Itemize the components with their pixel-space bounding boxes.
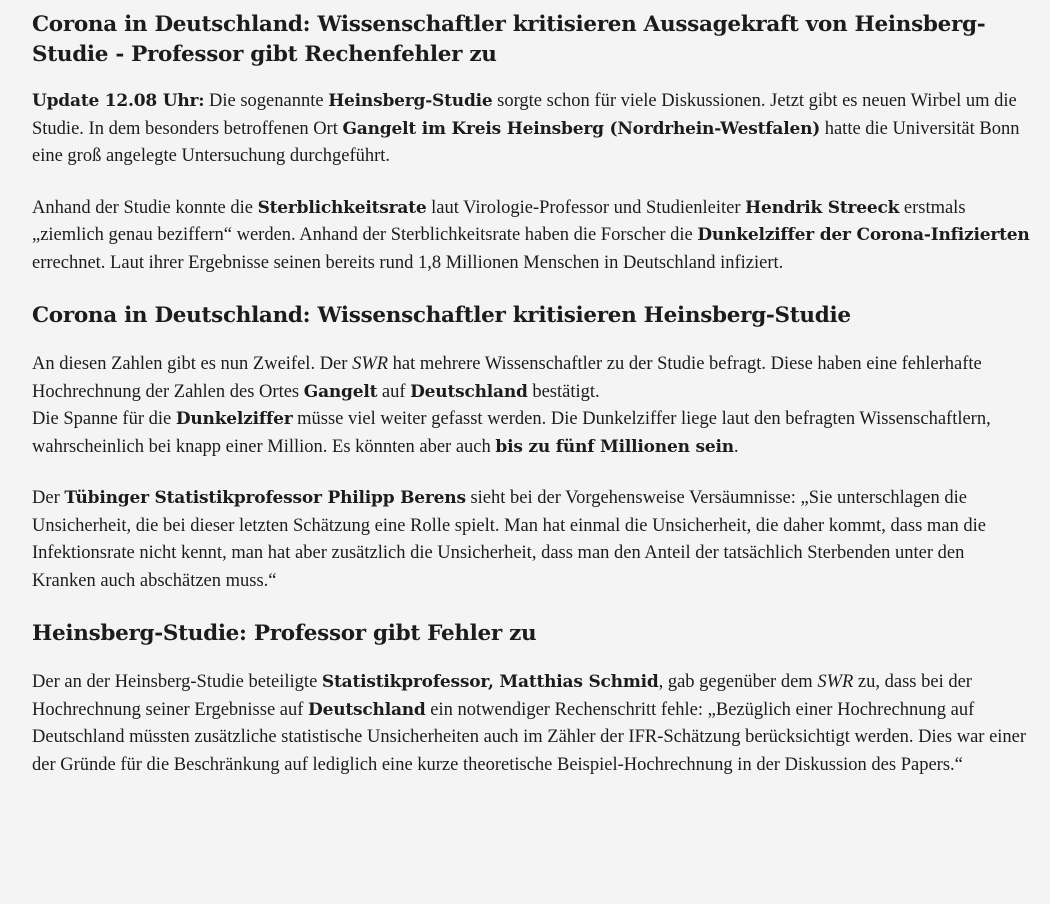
- article-title: Corona in Deutschland: Wissenschaftler kritisieren Aussagekraft von Heinsberg-Studie - Professor gibt Rechenfehler zu: [32, 12, 986, 67]
- section-heading-fehler: Heinsberg-Studie: Professor gibt Fehler zu: [32, 621, 537, 646]
- text: laut Virologie-Professor und Studienleiter: [426, 197, 746, 218]
- text: auf: [377, 381, 411, 402]
- text: bestätigt.: [527, 381, 600, 402]
- italic-text: SWR: [817, 672, 854, 692]
- text: hat mehrere Wissenschaftler zu der Studie befragt. Diese haben eine fehlerhafte Hochrechnung der Zahlen des Ortes: [32, 354, 982, 402]
- bold-text: Heinsberg-Studie: [328, 91, 493, 111]
- italic-text: SWR: [352, 354, 389, 374]
- bold-text: Dunkelziffer: [175, 409, 293, 429]
- bold-text: bis zu fünf Millionen sein: [495, 436, 734, 457]
- text: hatte die Universität Bonn eine groß angelegte Untersuchung durchgeführt.: [32, 118, 1020, 166]
- bold-text: Hendrik Streeck: [745, 197, 900, 218]
- bold-text: Gangelt im Kreis Heinsberg (Nordrhein-Westfalen): [342, 118, 821, 139]
- text: An diesen Zahlen gibt es nun Zweifel. Der: [32, 354, 353, 374]
- bold-text: Gangelt: [303, 381, 378, 402]
- section-heading-kritik: Corona in Deutschland: Wissenschaftler kritisieren Heinsberg-Studie: [32, 303, 851, 328]
- text: zu, dass bei der Hochrechnung seiner Ergebnisse auf: [32, 672, 972, 720]
- text: Der an der Heinsberg-Studie beteiligte: [32, 672, 322, 692]
- paragraph-zweifel: [32, 351, 1032, 461]
- paragraph-berens: [32, 485, 1032, 595]
- bold-text: Deutschland: [410, 381, 528, 402]
- text: .: [733, 436, 739, 457]
- text: sieht bei der Vorgehensweise Versäumnisse: „Sie unterschlagen die Unsicherheit, die bei dieser letzten Schätzung eine Rolle spielt. Man hat einmal die Unsicherheit, die daher kommt, dass man die Infektionsrate nicht kennt, man hat aber zusätzlich die Unsicherheit, dass man den Anteil der tatsächlich Sterbenden unter den Kranken auch abschätzen muss.“: [32, 488, 987, 591]
- paragraph-sterblichkeitsrate: [32, 195, 1032, 278]
- update-label: Update 12.08 Uhr:: [32, 91, 205, 111]
- bold-text: Sterblichkeitsrate: [257, 197, 427, 218]
- text: ein notwendiger Rechenschritt fehle: „Bezüglich einer Hochrechnung auf Deutschland müssten zusätzliche statistische Unsicherheiten auch im Zähler der IFR-Schätzung berücksichtigt werden. Dies war einer der Gründe für die Beschränkung auf lediglich eine kurze theoretische Beispiel-Hochrechnung in der Diskussion des Papers.“: [32, 699, 1027, 775]
- text: müsse viel weiter gefasst werden. Die Dunkelziffer liege laut den befragten Wissenschaftlern, wahrscheinlich bei knapp einer Million. Es könnten aber auch: [32, 409, 991, 457]
- text: Der: [32, 488, 65, 508]
- text: Die Spanne für die: [32, 409, 176, 429]
- bold-text: Dunkelziffer der Corona-Infizierten: [697, 225, 1030, 245]
- bold-text: Tübinger Statistikprofessor Philipp Berens: [64, 488, 466, 508]
- bold-text: Deutschland: [308, 699, 426, 720]
- text: , gab gegenüber dem: [658, 672, 818, 692]
- text: errechnet. Laut ihrer Ergebnisse seinen bereits rund 1,8 Millionen Menschen in Deutschland infiziert.: [32, 252, 784, 273]
- text: Anhand der Studie konnte die: [32, 197, 258, 218]
- paragraph-schmid: [32, 669, 1032, 779]
- text: Die sogenannte: [204, 91, 329, 111]
- article: [32, 10, 1032, 803]
- paragraph-update: [32, 88, 1032, 171]
- text: sorgte schon für viele Diskussionen. Jetzt gibt es neuen Wirbel um die Studie. In dem besonders betroffenen Ort: [32, 91, 1017, 139]
- text: erstmals „ziemlich genau beziffern“ werden. Anhand der Sterblichkeitsrate haben die Forscher die: [32, 197, 966, 245]
- bold-text: Statistikprofessor, Matthias Schmid: [321, 672, 659, 692]
